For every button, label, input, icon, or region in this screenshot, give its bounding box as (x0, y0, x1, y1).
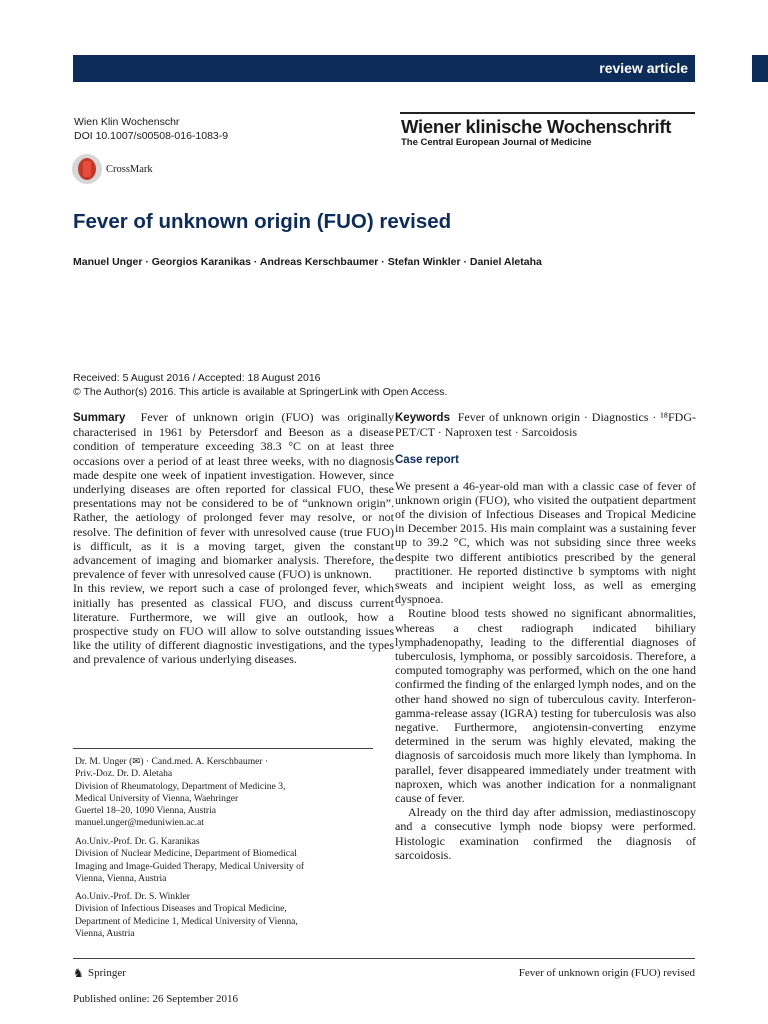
summary-column (73, 410, 394, 667)
body-column (395, 410, 696, 862)
running-title: Fever of unknown origin (FUO) revised (518, 967, 695, 979)
summary-text: Fever of unknown origin (FUO) was originally characterised in 1961 by Petersdorf and Beeson as a disease condition of temperature exceeding 38.3 °C on at least three occasions over a period of at least three weeks, with no diagnosis made despite one week of inpatient investigation. However, since underlying diseases are often reported for classical FUO, these presentations may not be considered to be of “unknown origin”. Rather, the aetiology of prolonged fever may resolve, or not resolve. The definition of fever with unresolved cause (true FUO) is difficult, as it is a moving target, given the constant advancement of imaging and biomarker analysis. Therefore, the prevalence of fever with unresolved cause (FUO) is unknown. (73, 410, 395, 582)
article-title: Fever of unknown origin (FUO) revised (73, 210, 452, 233)
crossmark-icon (72, 154, 102, 184)
keywords-text: Fever of unknown origin · Diagnostics · ¹⁸FDG-PET/CT · Naproxen test · Sarcoidosis (395, 410, 696, 440)
affiliation-line: Medical University of Vienna, Waehringer (75, 792, 239, 804)
received-dates: Received: 5 August 2016 / Accepted: 18 August 2016 (73, 372, 321, 384)
journal-citation (74, 115, 228, 143)
affiliation-line: Priv.-Doz. Dr. D. Aletaha (75, 768, 173, 780)
author-list: Manuel Unger · Georgios Karanikas · Andreas Kerschbaumer · Stefan Winkler · Daniel Aletaha (73, 256, 542, 268)
affiliation-line: Ao.Univ.-Prof. Dr. S. Winkler (75, 891, 190, 902)
affiliation-line: Division of Rheumatology, Department of Medicine 3, (75, 780, 286, 792)
edge-tab (752, 55, 768, 82)
affiliation-divider (73, 748, 373, 749)
affiliation-line: Ao.Univ.-Prof. Dr. G. Karanikas (75, 836, 200, 847)
affiliation-line: Vienna, Austria (75, 927, 135, 939)
author-email-link[interactable]: manuel.unger@meduniwien.ac.at (75, 817, 204, 829)
journal-subtitle: The Central European Journal of Medicine (401, 137, 592, 148)
crossmark-badge[interactable] (72, 154, 153, 184)
affiliation-line: Imaging and Image-Guided Therapy, Medical University of (75, 860, 305, 872)
keywords-paragraph (395, 410, 696, 439)
keywords-label: Keywords (395, 412, 450, 424)
springer-horse-icon: ♞ (73, 966, 84, 980)
affiliation-block-1 (75, 756, 375, 830)
journal-title: Wiener klinische Wochenschrift (401, 116, 672, 137)
affiliation-line: Division of Nuclear Medicine, Department of Biomedical (75, 848, 297, 860)
case-report-paragraph-1: We present a 46-year-old man with a classic case of fever of unknown origin (FUO), who visited the outpatient department of the division of Infectious Diseases and Tropical Medicine in December 2015. His main complaint was a sustaining fever up to 39.2 °C, which was not subsiding since three weeks despite two different antibiotics prescribed by the general practitioner. He reported distinctive b symptoms with night sweats and incipient weight loss, as well as emerging dyspnoea. (395, 478, 696, 607)
journal-abbrev: Wien Klin Wochenschr (74, 116, 180, 128)
case-report-paragraph-3: Already on the third day after admission, mediastinoscopy and a consecutive lymph node biopsy were performed. Histologic examination confirmed the diagnosis of sarcoidosis. (395, 805, 696, 862)
affiliation-line: Guertel 18–20, 1090 Vienna, Austria (75, 805, 216, 817)
affiliation-line: Department of Medicine 1, Medical University of Vienna, (75, 915, 298, 927)
publication-history (73, 371, 447, 399)
publisher-name: Springer (88, 967, 126, 979)
crossmark-label: CrossMark (106, 163, 153, 175)
affiliation-line: Dr. M. Unger (✉) · Cand.med. A. Kerschbaumer · (75, 756, 269, 767)
case-report-paragraph-2: Routine blood tests showed no significant abnormalities, whereas a chest radiograph indicated bihiliary lymphadenopathy, leading to the differential diagnoses of tuberculosis, lymphoma, or possibly sarcoidosis. Therefore, a computed tomography was performed, which on the one hand confirmed the finding of the enlarged lymph nodes, and on the other hand showed no sign of tuberculous cavity. Interferon-gamma-release assay (IGRA) testing for tuberculosis was also negative. Furthermore, angiotensin-converting enzyme determined in the serum was highly elevated, making the diagnosis of sarcoidosis much more likely than lymphoma. In parallel, fever disappeared immediately under treatment with naproxen, which was another indication for a nonmalignant cause of fever. (395, 606, 696, 806)
case-report-heading: Case report (395, 454, 459, 467)
published-online-date: Published online: 26 September 2016 (73, 993, 238, 1005)
summary-paragraph (73, 410, 394, 581)
article-type-label: review article (599, 60, 688, 76)
affiliation-line: Vienna, Vienna, Austria (75, 872, 167, 884)
affiliation-block-2 (75, 836, 375, 885)
affiliation-line: Division of Infectious Diseases and Tropical Medicine, (75, 903, 287, 915)
copyright-notice: © The Author(s) 2016. This article is available at SpringerLink with Open Access. (73, 386, 448, 398)
article-type-banner (73, 55, 695, 82)
doi-text[interactable]: DOI 10.1007/s00508-016-1083-9 (74, 130, 229, 142)
summary-label: Summary (73, 412, 126, 424)
footer-divider (73, 958, 695, 959)
masthead-rule (400, 112, 695, 114)
summary-paragraph-2: In this review, we report such a case of prolonged fever, which initially has presented as classical FUO, and discuss current literature. Furthermore, we will give an outlook, how a prospective study on FUO will allow to solve outstanding issues like the utility of different diagnostic investigations, and the types and prevalence of various underlying diseases. (73, 581, 394, 667)
affiliation-block-3 (75, 891, 375, 940)
springer-logo (73, 967, 126, 979)
